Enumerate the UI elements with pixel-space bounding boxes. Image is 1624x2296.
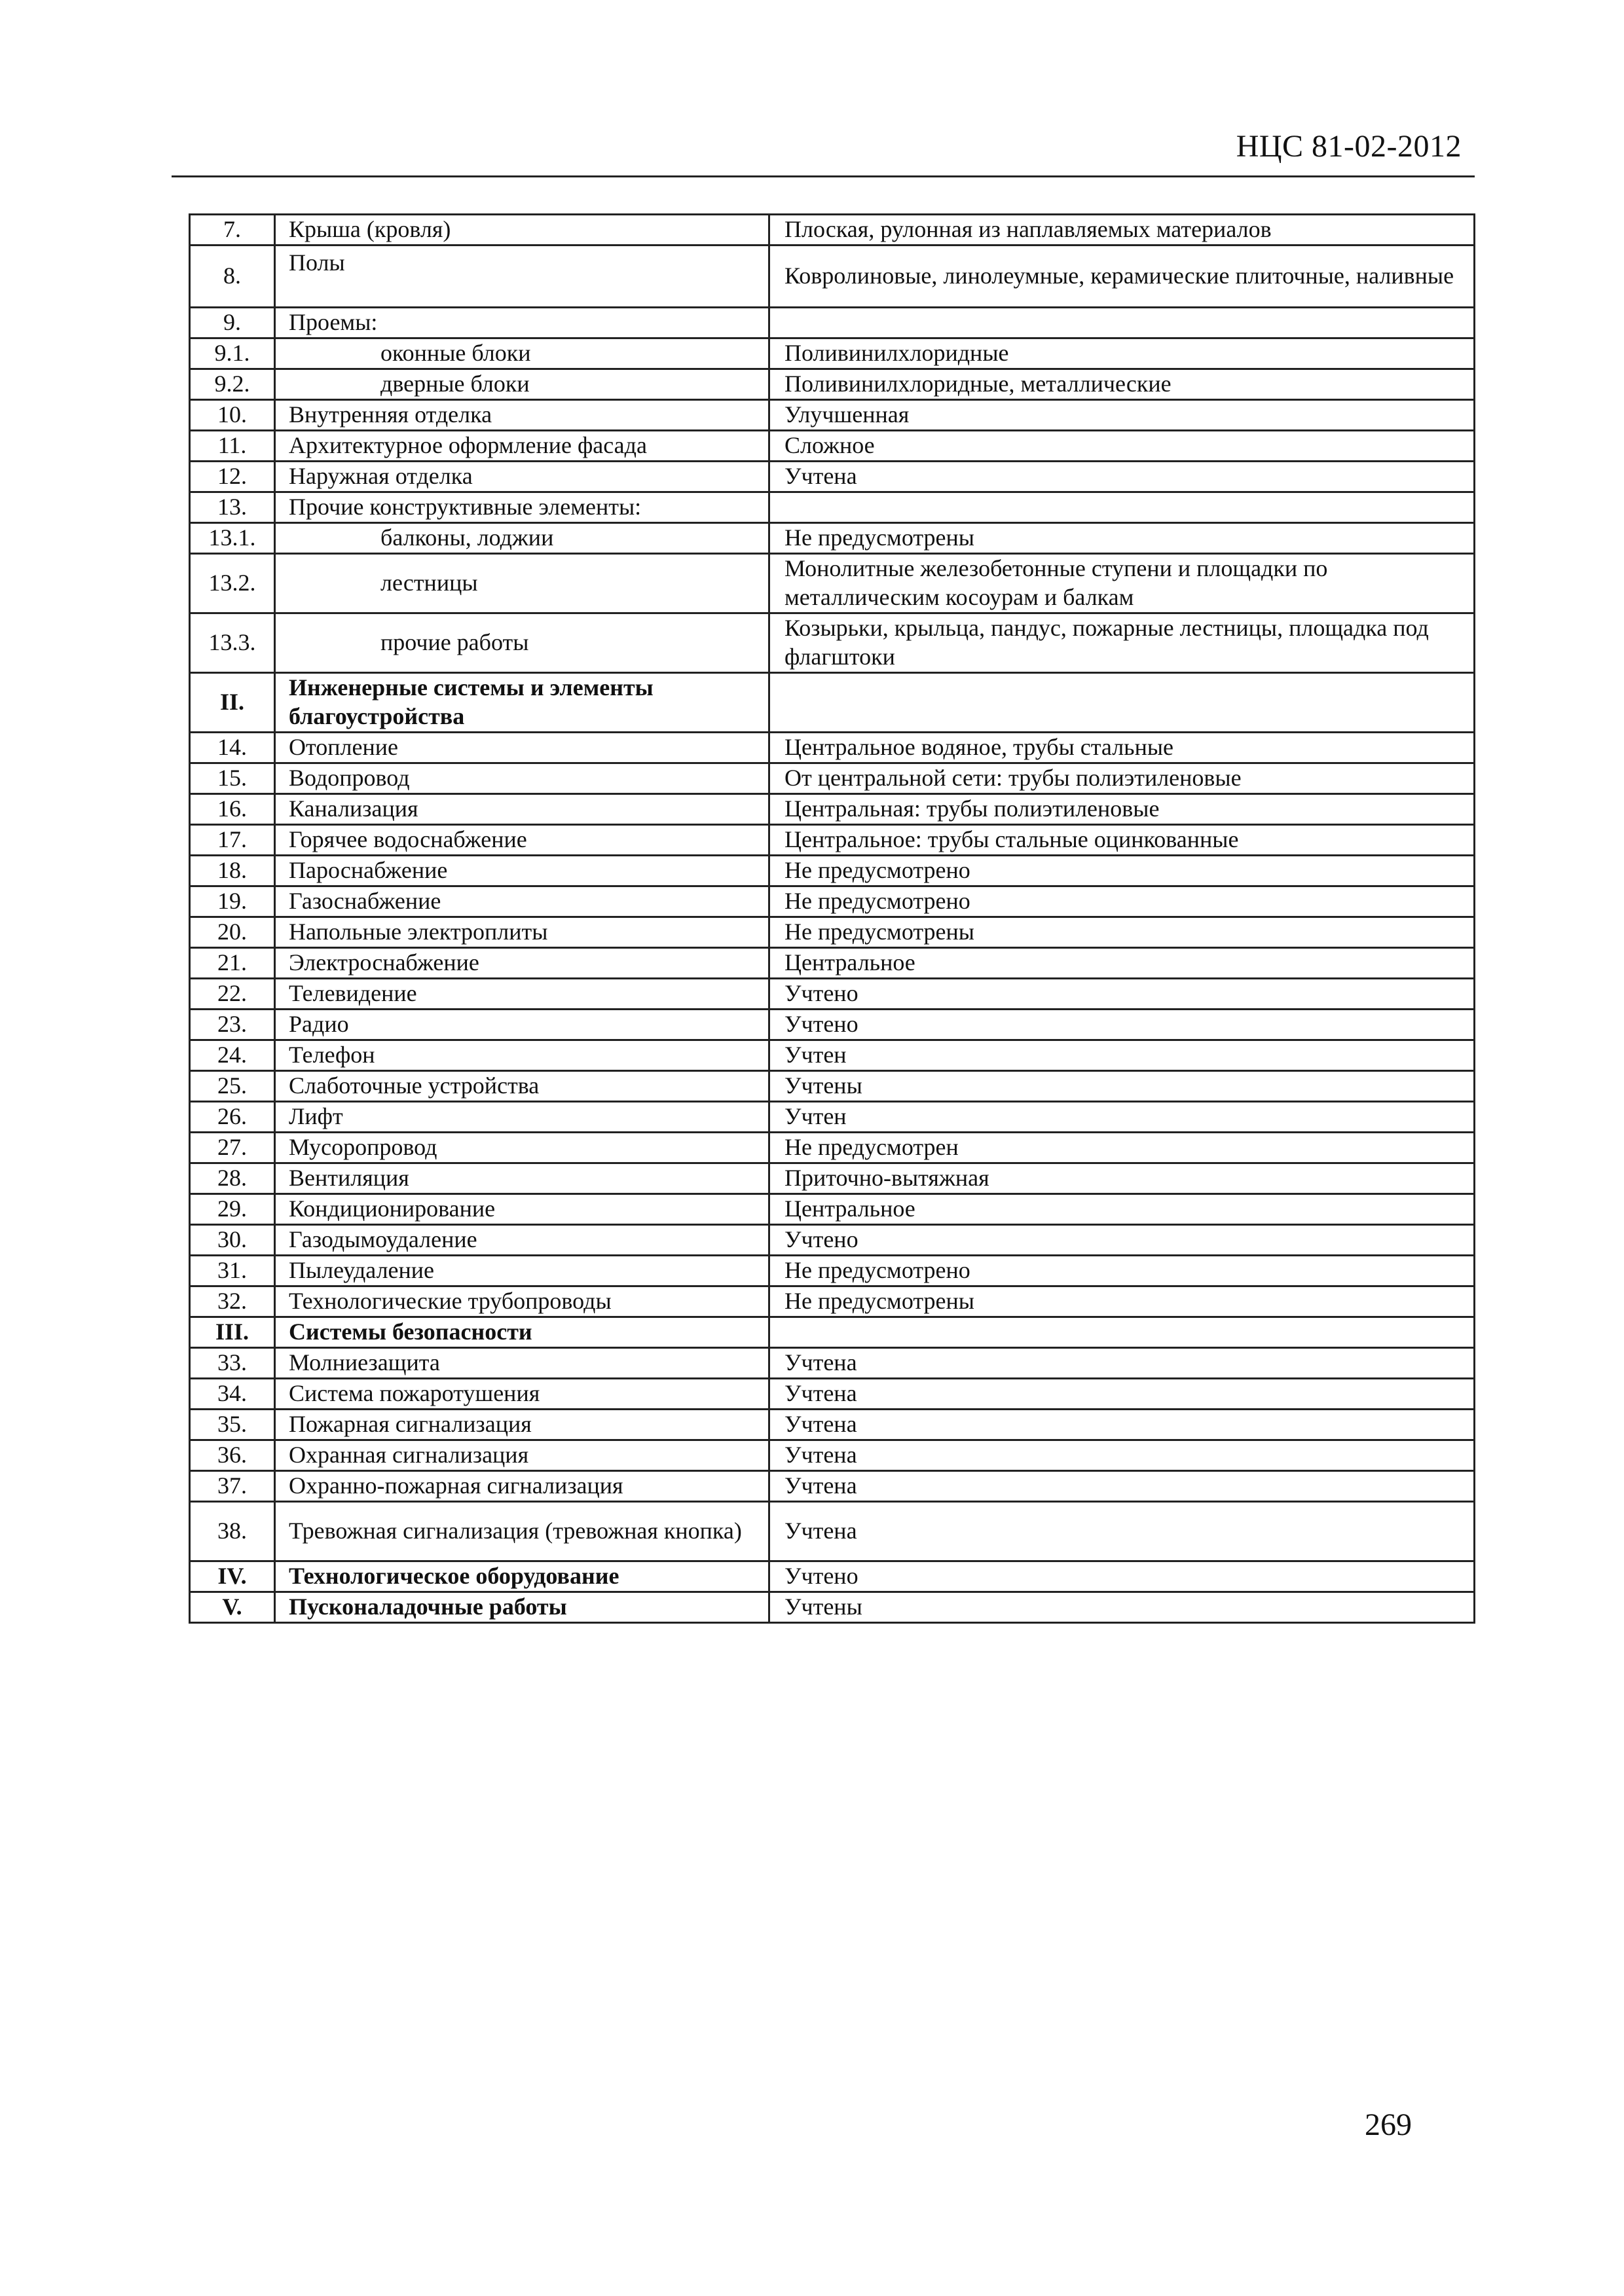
row-element-name: Мусоропровод [275, 1133, 769, 1163]
row-characteristic: Учтена [769, 1471, 1475, 1502]
table-row [190, 1286, 1475, 1317]
row-element-name: Внутренняя отделка [275, 400, 769, 431]
row-element-name: Радио [275, 1010, 769, 1040]
table-row [190, 825, 1475, 856]
row-characteristic: Не предусмотрен [769, 1133, 1475, 1163]
row-number: 35. [190, 1410, 275, 1440]
row-element-name: Кондиционирование [275, 1194, 769, 1225]
row-characteristic: Ковролиновые, линолеумные, керамические плиточные, наливные [769, 246, 1475, 308]
row-element-name: Слаботочные устройства [275, 1071, 769, 1102]
row-element-name: Водопровод [275, 763, 769, 794]
page-header [172, 124, 1475, 177]
row-element-name: Электроснабжение [275, 948, 769, 979]
table-row [190, 431, 1475, 462]
row-characteristic [769, 673, 1475, 733]
row-characteristic: Сложное [769, 431, 1475, 462]
section-row [190, 1561, 1475, 1592]
table-row [190, 948, 1475, 979]
row-characteristic: Учтено [769, 1561, 1475, 1592]
row-characteristic: Учтено [769, 1010, 1475, 1040]
row-element-name: Газодымоудаление [275, 1225, 769, 1256]
row-element-name: Телефон [275, 1040, 769, 1071]
row-element-name: Горячее водоснабжение [275, 825, 769, 856]
row-element-name: Охранная сигнализация [275, 1440, 769, 1471]
row-number: 7. [190, 215, 275, 246]
row-characteristic: Центральное [769, 1194, 1475, 1225]
section-number: IV. [190, 1561, 275, 1592]
table-row [190, 613, 1475, 673]
row-number: 16. [190, 794, 275, 825]
row-number: 17. [190, 825, 275, 856]
page-number: 269 [1365, 2107, 1412, 2142]
table-row [190, 1102, 1475, 1133]
row-number: 13. [190, 492, 275, 523]
row-characteristic: Улучшенная [769, 400, 1475, 431]
row-characteristic: Поливинилхлоридные, металлические [769, 369, 1475, 400]
table-row [190, 1256, 1475, 1286]
row-characteristic: Не предусмотрено [769, 856, 1475, 886]
table-row [190, 462, 1475, 492]
table-row [190, 1440, 1475, 1471]
row-number: 9.2. [190, 369, 275, 400]
row-element-name: Газоснабжение [275, 886, 769, 917]
row-number: 15. [190, 763, 275, 794]
table-row [190, 1471, 1475, 1502]
row-number: 22. [190, 979, 275, 1010]
table-row [190, 492, 1475, 523]
section-row [190, 1592, 1475, 1623]
row-characteristic: Учтена [769, 1502, 1475, 1561]
row-characteristic: Учтена [769, 462, 1475, 492]
section-row [190, 673, 1475, 733]
row-number: 32. [190, 1286, 275, 1317]
row-characteristic [769, 1317, 1475, 1348]
table-row [190, 1348, 1475, 1379]
table-row [190, 369, 1475, 400]
row-characteristic: Приточно-вытяжная [769, 1163, 1475, 1194]
row-element-name: Напольные электроплиты [275, 917, 769, 948]
table-row [190, 523, 1475, 554]
table-row [190, 400, 1475, 431]
row-characteristic: Учтен [769, 1102, 1475, 1133]
row-number: 19. [190, 886, 275, 917]
row-number: 33. [190, 1348, 275, 1379]
row-number: 25. [190, 1071, 275, 1102]
row-characteristic: Плоская, рулонная из наплавляемых материалов [769, 215, 1475, 246]
table-row [190, 308, 1475, 338]
row-element-name: Полы [275, 246, 769, 308]
table-row [190, 1010, 1475, 1040]
table-row [190, 1225, 1475, 1256]
row-number: 21. [190, 948, 275, 979]
table-row [190, 886, 1475, 917]
table-row [190, 338, 1475, 369]
row-number: 13.3. [190, 613, 275, 673]
row-number: 14. [190, 733, 275, 763]
row-element-name: Отопление [275, 733, 769, 763]
section-title: Инженерные системы и элементы благоустройства [275, 673, 769, 733]
row-characteristic: Учтена [769, 1379, 1475, 1410]
row-number: 27. [190, 1133, 275, 1163]
row-element-name: балконы, лоджии [275, 523, 769, 554]
row-element-name: прочие работы [275, 613, 769, 673]
row-element-name: дверные блоки [275, 369, 769, 400]
row-number: 30. [190, 1225, 275, 1256]
table-row [190, 1502, 1475, 1561]
table-row [190, 554, 1475, 613]
row-characteristic: Центральное: трубы стальные оцинкованные [769, 825, 1475, 856]
row-characteristic: Учтен [769, 1040, 1475, 1071]
row-characteristic: Не предусмотрено [769, 886, 1475, 917]
table-row [190, 1410, 1475, 1440]
row-characteristic [769, 308, 1475, 338]
section-number: III. [190, 1317, 275, 1348]
row-element-name: Пожарная сигнализация [275, 1410, 769, 1440]
row-number: 29. [190, 1194, 275, 1225]
row-number: 38. [190, 1502, 275, 1561]
section-title: Пусконаладочные работы [275, 1592, 769, 1623]
row-element-name: Телевидение [275, 979, 769, 1010]
row-number: 28. [190, 1163, 275, 1194]
row-element-name: лестницы [275, 554, 769, 613]
row-element-name: Канализация [275, 794, 769, 825]
section-row [190, 1317, 1475, 1348]
row-number: 12. [190, 462, 275, 492]
row-element-name: Молниезащита [275, 1348, 769, 1379]
row-number: 24. [190, 1040, 275, 1071]
table-row [190, 246, 1475, 308]
row-element-name: Вентиляция [275, 1163, 769, 1194]
row-element-name: Прочие конструктивные элементы: [275, 492, 769, 523]
row-characteristic: Учтены [769, 1071, 1475, 1102]
row-element-name: Пароснабжение [275, 856, 769, 886]
row-number: 20. [190, 917, 275, 948]
table-row [190, 917, 1475, 948]
row-characteristic: Не предусмотрено [769, 1256, 1475, 1286]
row-element-name: Архитектурное оформление фасада [275, 431, 769, 462]
row-number: 9.1. [190, 338, 275, 369]
row-element-name: Тревожная сигнализация (тревожная кнопка) [275, 1502, 769, 1561]
table-row [190, 1071, 1475, 1102]
table-row [190, 763, 1475, 794]
row-characteristic: Монолитные железобетонные ступени и площадки по металлическим косоурам и балкам [769, 554, 1475, 613]
section-number: II. [190, 673, 275, 733]
row-number: 26. [190, 1102, 275, 1133]
row-number: 10. [190, 400, 275, 431]
row-number: 13.1. [190, 523, 275, 554]
row-number: 31. [190, 1256, 275, 1286]
table-row [190, 733, 1475, 763]
row-element-name: Пылеудаление [275, 1256, 769, 1286]
row-characteristic: Учтена [769, 1440, 1475, 1471]
row-characteristic: Учтена [769, 1410, 1475, 1440]
row-characteristic: Не предусмотрены [769, 523, 1475, 554]
table-row [190, 1133, 1475, 1163]
row-characteristic: Не предусмотрены [769, 917, 1475, 948]
section-title: Системы безопасности [275, 1317, 769, 1348]
table-row [190, 1194, 1475, 1225]
table-row [190, 1040, 1475, 1071]
row-element-name: оконные блоки [275, 338, 769, 369]
table-row [190, 979, 1475, 1010]
row-element-name: Крыша (кровля) [275, 215, 769, 246]
row-element-name: Технологические трубопроводы [275, 1286, 769, 1317]
row-element-name: Охранно-пожарная сигнализация [275, 1471, 769, 1502]
section-number: V. [190, 1592, 275, 1623]
row-number: 13.2. [190, 554, 275, 613]
row-number: 37. [190, 1471, 275, 1502]
row-characteristic: Учтено [769, 1225, 1475, 1256]
row-characteristic: Поливинилхлоридные [769, 338, 1475, 369]
row-characteristic: Центральное [769, 948, 1475, 979]
table-row [190, 215, 1475, 246]
row-number: 11. [190, 431, 275, 462]
row-characteristic: Учтено [769, 979, 1475, 1010]
row-number: 34. [190, 1379, 275, 1410]
specification-table [189, 213, 1475, 1624]
row-characteristic: От центральной сети: трубы полиэтиленовые [769, 763, 1475, 794]
row-number: 9. [190, 308, 275, 338]
row-number: 18. [190, 856, 275, 886]
table-row [190, 1379, 1475, 1410]
row-characteristic [769, 492, 1475, 523]
row-element-name: Проемы: [275, 308, 769, 338]
row-characteristic: Центральная: трубы полиэтиленовые [769, 794, 1475, 825]
row-characteristic: Центральное водяное, трубы стальные [769, 733, 1475, 763]
row-element-name: Наружная отделка [275, 462, 769, 492]
row-characteristic: Не предусмотрены [769, 1286, 1475, 1317]
row-characteristic: Козырьки, крыльца, пандус, пожарные лестницы, площадка под флагштоки [769, 613, 1475, 673]
table-row [190, 794, 1475, 825]
section-title: Технологическое оборудование [275, 1561, 769, 1592]
row-characteristic: Учтены [769, 1592, 1475, 1623]
table-row [190, 856, 1475, 886]
row-element-name: Лифт [275, 1102, 769, 1133]
row-characteristic: Учтена [769, 1348, 1475, 1379]
row-element-name: Система пожаротушения [275, 1379, 769, 1410]
table-row [190, 1163, 1475, 1194]
row-number: 36. [190, 1440, 275, 1471]
row-number: 23. [190, 1010, 275, 1040]
row-number: 8. [190, 246, 275, 308]
document-code: НЦС 81-02-2012 [1236, 129, 1462, 164]
